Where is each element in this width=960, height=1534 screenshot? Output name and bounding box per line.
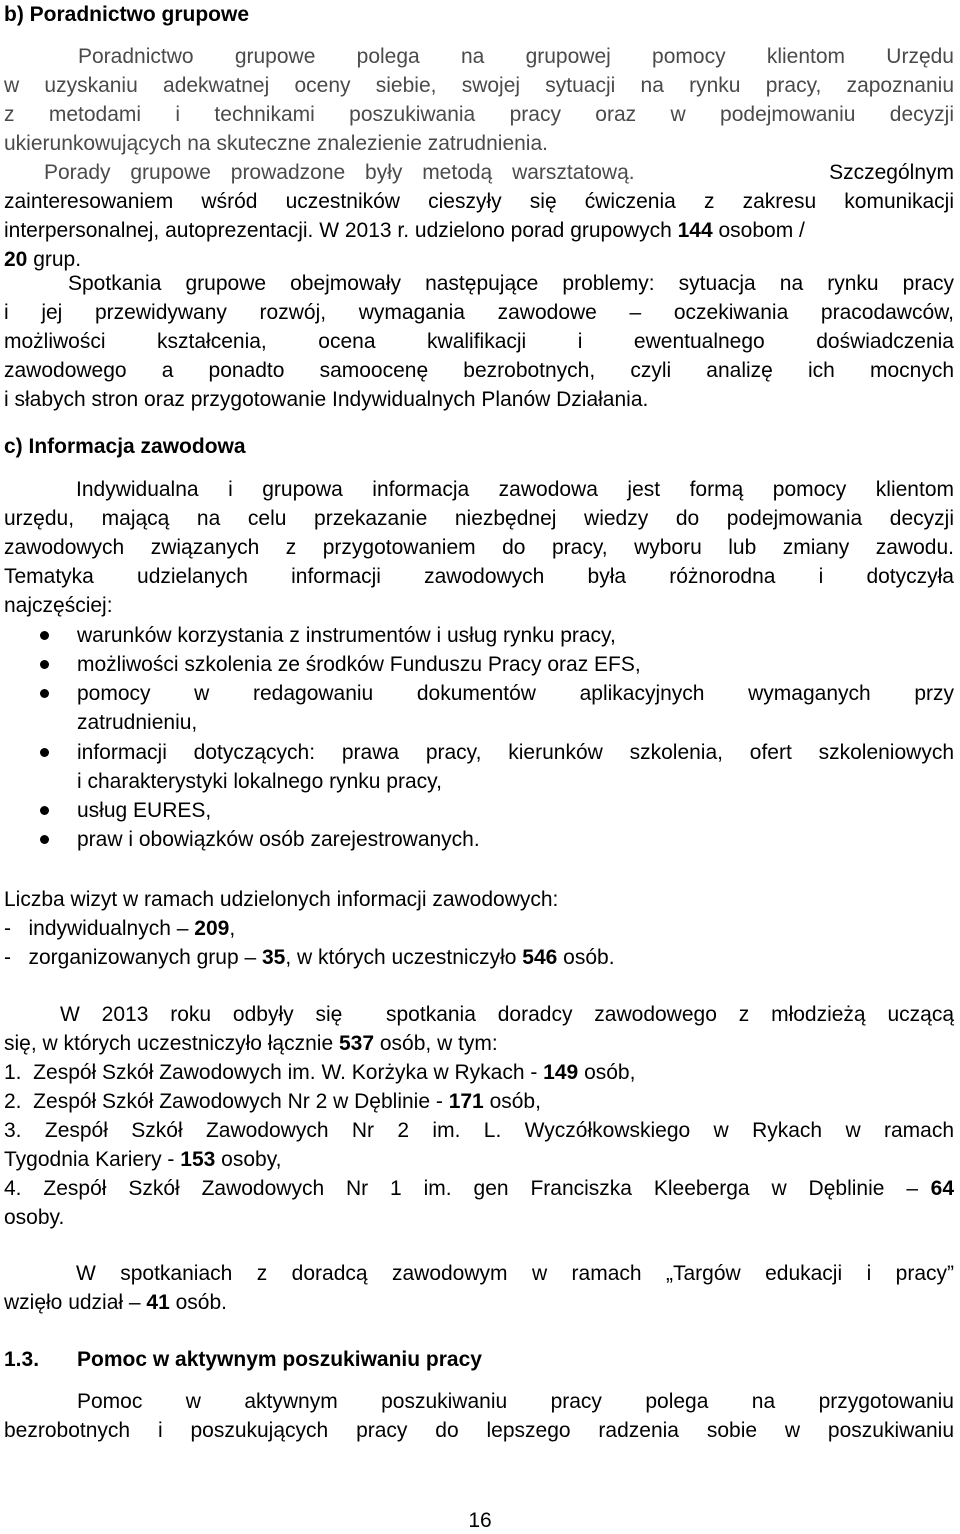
visits-groups-mid: , w których uczestniczyło [285, 946, 517, 969]
meetings-line: W 2013 roku odbyły się spotkania doradcy zawodowego z młodzieżą uczącą [60, 1003, 954, 1026]
list-item: praw i obowiązków osób zarejestrowanych. [77, 828, 480, 851]
section-b-p3-line: i słabych stron oraz przygotowanie Indywidualnych Planów Działania. [4, 388, 649, 411]
list-item: usług EURES, [77, 799, 212, 822]
section-c-p1-line: Tematyka udzielanych informacji zawodowych była różnorodna i dotyczyła [4, 565, 954, 588]
visits-groups-value: 35 [261, 946, 286, 969]
school-unit: osób, [489, 1090, 541, 1113]
visits-intro: Liczba wizyt w ramach udzielonych informacji zawodowych: [4, 888, 559, 911]
workshop-text: Porady grupowe prowadzone były metodą warsztatową. [44, 161, 635, 184]
school-name: 2. Zespół Szkół Zawodowych Nr 2 w Dęblinie - [4, 1090, 443, 1113]
group-count-unit: grup. [33, 248, 82, 271]
fairs-line [4, 1288, 954, 1317]
list-item-continuation: zatrudnieniu, [77, 711, 198, 734]
section-c-heading: c) Informacja zawodowa [4, 435, 246, 458]
section-b-p1-line: ukierunkowujących na skuteczne znalezienie zatrudnienia. [4, 132, 548, 155]
school-item: 3. Zespół Szkół Zawodowych Nr 2 im. L. Wyczółkowskiego w Rykach w ramach [4, 1119, 954, 1142]
school-count: 149 [543, 1061, 579, 1084]
group-advice-text: interpersonalnej, autoprezentacji. W 2013 r. udzielono porad grupowych [4, 219, 672, 242]
group-advice-people: 144 [677, 219, 713, 242]
section-b-p2-line: zainteresowaniem wśród uczestników cieszyły się ćwiczenia z zakresu komunikacji [4, 190, 954, 213]
section-13-line: Pomoc w aktywnym poszukiwaniu pracy polega na przygotowaniu [77, 1390, 954, 1413]
section-b-heading: b) Poradnictwo grupowe [4, 3, 249, 26]
section-c-p1-line: najczęściej: [4, 594, 113, 617]
group-count: 20 [4, 248, 28, 271]
fairs-unit: osób. [175, 1291, 227, 1314]
section-b-p3-line: zawodowego a ponadto samoocenę bezrobotnych, czyli analizę ich mocnych [4, 359, 954, 382]
bullet-dot-icon [40, 835, 49, 844]
bullet-dot-icon [40, 748, 49, 757]
visits-groups-people: 546 [522, 946, 558, 969]
section-b-p1-line: Poradnictwo grupowe polega na grupowej pomocy klientom Urzędu [78, 45, 954, 68]
section-b-p2-line [4, 216, 954, 245]
bullet-dot-icon [40, 806, 49, 815]
bullet-dot-icon [40, 689, 49, 698]
section-b-p1-line: z metodami i technikami poszukiwania pracy oraz w podejmowaniu decyzji [4, 103, 954, 126]
section-b-p3-line: Spotkania grupowe obejmowały następujące problemy: sytuacja na rynku pracy [68, 272, 954, 295]
highlight-word: Szczególnym [829, 161, 954, 184]
section-b-p3-line: możliwości kształcenia, ocena kwalifikacji i ewentualnego doświadczenia [4, 330, 954, 353]
visits-individual-label: - indywidualnych – [4, 917, 189, 940]
list-item: informacji dotyczących: prawa pracy, kierunków szkolenia, ofert szkoleniowych [77, 741, 954, 764]
bullet-dot-icon [40, 660, 49, 669]
visits-groups [4, 943, 954, 972]
school-item [4, 1058, 954, 1087]
meetings-line [4, 1029, 954, 1058]
list-item-continuation: i charakterystyki lokalnego rynku pracy, [77, 770, 442, 793]
school-item [4, 1087, 954, 1116]
visits-individual [4, 914, 954, 943]
school-item-continuation [4, 1145, 954, 1174]
section-title: Pomoc w aktywnym poszukiwaniu pracy [77, 1348, 482, 1371]
list-item: warunków korzystania z instrumentów i usług rynku pracy, [77, 624, 616, 647]
page-number: 16 [468, 1509, 492, 1532]
list-item: pomocy w redagowaniu dokumentów aplikacyjnych wymaganych przy [77, 682, 954, 705]
meetings-total: 537 [338, 1032, 375, 1055]
group-advice-unit: osobom / [718, 219, 805, 242]
school-count: 171 [448, 1090, 484, 1113]
visits-groups-label: - zorganizowanych grup – [4, 946, 257, 969]
meetings-intro: się, w których uczestniczyło łącznie [4, 1032, 334, 1055]
school-count: 64 [930, 1177, 954, 1200]
list-item: możliwości szkolenia ze środków Funduszu Pracy oraz EFS, [77, 653, 641, 676]
section-b-p1-line: w uzyskaniu adekwatnej oceny siebie, swojej sytuacji na rynku pracy, zapoznaniu [4, 74, 954, 97]
section-b-p2-line [44, 158, 954, 187]
bullet-dot-icon [40, 631, 49, 640]
fairs-line: W spotkaniach z doradcą zawodowym w ramach „Targów edukacji i pracy” [76, 1262, 954, 1285]
fairs-intro: wzięło udział – [4, 1291, 141, 1314]
section-b-p3-line: i jej przewidywany rozwój, wymagania zawodowe – oczekiwania pracodawców, [4, 301, 954, 324]
school-item-continuation: osoby. [4, 1206, 65, 1229]
school-name: 4. Zespół Szkół Zawodowych Nr 1 im. gen Franciszka Kleeberga w Dęblinie – [4, 1177, 918, 1200]
section-c-p1-line: Indywidualna i grupowa informacja zawodowa jest formą pomocy klientom [76, 478, 954, 501]
school-count: 153 [180, 1148, 216, 1171]
school-unit: osoby, [221, 1148, 282, 1171]
fairs-count: 41 [146, 1291, 170, 1314]
section-number: 1.3. [4, 1348, 40, 1371]
school-unit: osób, [584, 1061, 636, 1084]
visits-individual-tail: , [229, 917, 236, 940]
meetings-intro-tail: osób, w tym: [379, 1032, 498, 1055]
visits-groups-tail: osób. [563, 946, 615, 969]
section-c-p1-line: zawodowych związanych z przygotowaniem do pracy, wyboru lub zmiany zawodu. [4, 536, 954, 559]
school-name: 1. Zespół Szkół Zawodowych im. W. Korżyka w Rykach - [4, 1061, 538, 1084]
section-13-line: bezrobotnych i poszukujących pracy do lepszego radzenia sobie w poszukiwaniu [4, 1419, 954, 1442]
school-event: Tygodnia Kariery - [4, 1148, 175, 1171]
school-item [4, 1174, 954, 1203]
visits-individual-value: 209 [194, 917, 230, 940]
section-c-p1-line: urzędu, mającą na celu przekazanie niezbędnej wiedzy do podejmowania decyzji [4, 507, 954, 530]
